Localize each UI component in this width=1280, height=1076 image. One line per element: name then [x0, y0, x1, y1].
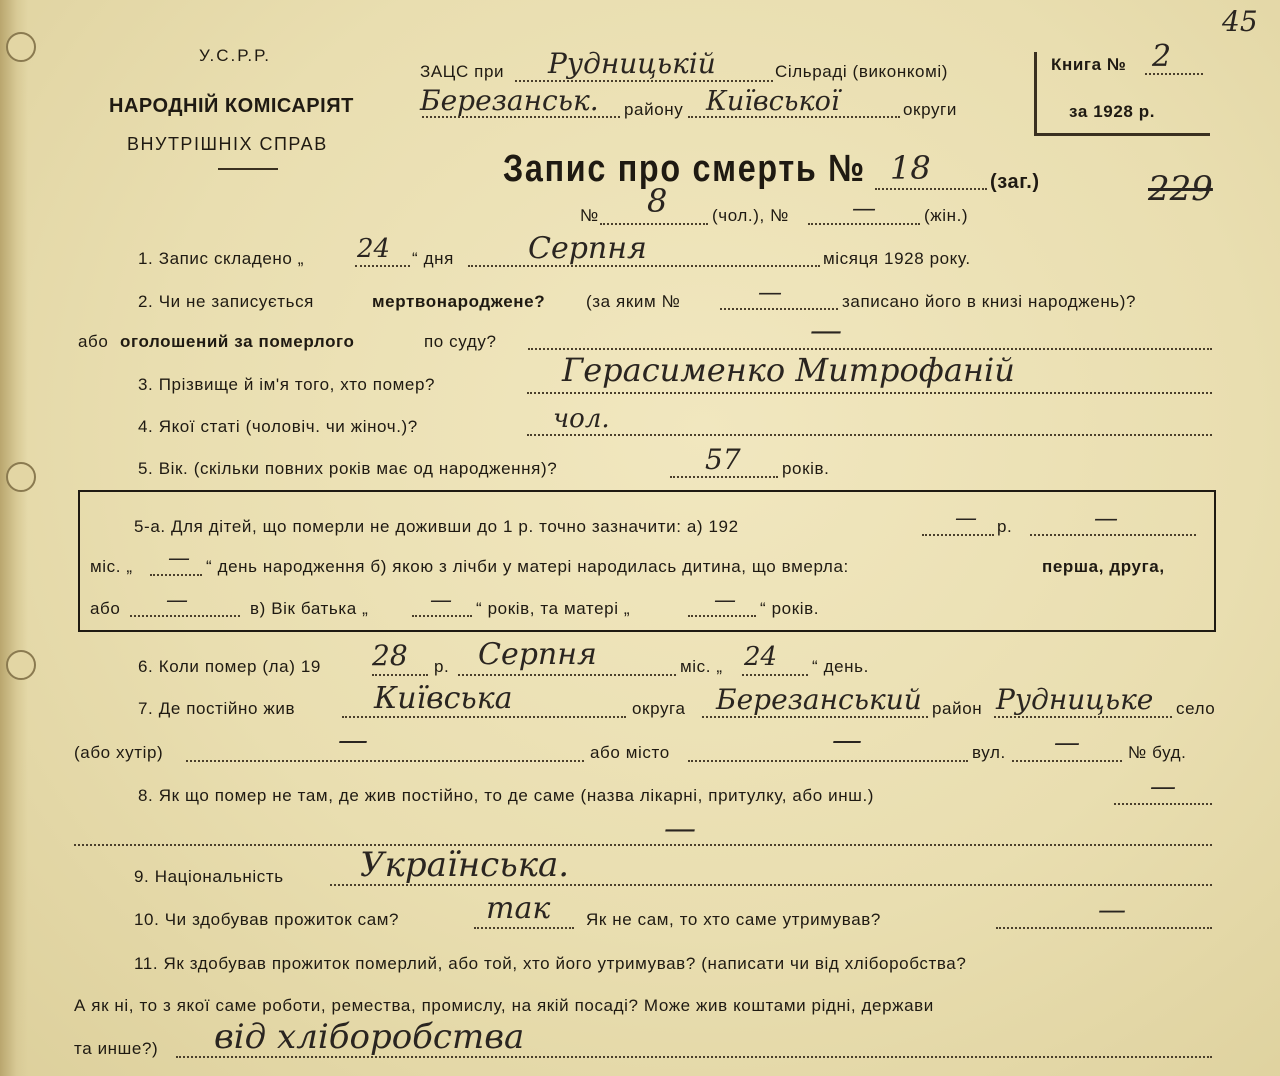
children-father-handwritten: — [430, 588, 452, 613]
male-number-handwritten: 8 [647, 182, 668, 220]
field-2-dash-handwritten: — [758, 278, 782, 306]
binder-hole [6, 462, 36, 492]
male-number-label: № [580, 206, 599, 225]
field-7b-label: (або хутір) [74, 743, 164, 762]
field-7-rayon-label: район [932, 699, 983, 718]
children-line1-dash-handwritten: — [1094, 504, 1118, 532]
field-7b-misto-handwritten: — [832, 723, 862, 758]
zags-label: ЗАЦС при [420, 62, 505, 81]
field-6-den: “ день. [812, 657, 869, 676]
divider [218, 168, 278, 170]
commissariat-subtitle: ВНУТРІШНІХ СПРАВ [127, 134, 328, 154]
field-6-mis: міс. „ [680, 657, 723, 676]
field-11-line-2: А як ні, то з якої саме роботи, ремества, промислу, на якій посаді? Може жив коштами рідні, держави [74, 996, 934, 1015]
binder-hole [6, 650, 36, 680]
field-3-value-handwritten: Герасименко Митрофаній [562, 351, 1015, 389]
record-number-suffix: (заг.) [990, 171, 1040, 193]
field-10-who-dotted-line [996, 927, 1212, 929]
field-6-month-handwritten: Серпня [478, 637, 597, 672]
field-6-day-dotted-line [742, 674, 808, 676]
field-7b-vul-dotted-line [1012, 760, 1122, 762]
field-8-label: 8. Як що помер не там, де жив постійно, то де саме (назва лікарні, притулку, або инш.) [138, 786, 875, 805]
book-label: Книга № [1051, 55, 1127, 74]
field-8b-dash-handwritten: — [664, 809, 696, 847]
field-7-okruha-dotted-line [342, 716, 626, 718]
field-2b-label-b: по суду? [424, 332, 497, 351]
female-label: (жін.) [924, 206, 969, 225]
children-line-1: 5-а. Для дітей, що померли не доживши до 1 р. точно зазначити: а) 192 [134, 517, 739, 536]
female-dotted-line [808, 223, 920, 225]
struck-number-handwritten: 229 [1148, 169, 1213, 209]
children-line-3c: “ років, та матері „ [476, 599, 631, 618]
field-6-day-handwritten: 24 [744, 642, 778, 672]
field-2-label-a: 2. Чи не записується [138, 292, 314, 311]
binder-hole [6, 32, 36, 62]
children-year-handwritten: — [955, 506, 977, 531]
field-3-label: 3. Прізвище й ім'я того, хто помер? [138, 375, 436, 394]
field-7-rayon-dotted-line [702, 716, 928, 718]
field-7-okruha-handwritten: Київська [374, 681, 513, 716]
field-10-dash-handwritten: — [1098, 893, 1126, 926]
okruha-handwritten: Київської [706, 86, 840, 117]
field-10-dotted-line [474, 927, 574, 929]
field-10-value-handwritten: так [486, 891, 551, 926]
field-8-dotted-line [1114, 803, 1212, 805]
female-number-handwritten: — [852, 194, 876, 222]
corner-number-handwritten: 45 [1222, 5, 1258, 38]
field-10-label: 10. Чи здобував прожиток сам? [134, 910, 400, 929]
field-2-label-b: (за яким № [586, 292, 681, 311]
field-7-selo-handwritten: Рудницьке [996, 683, 1154, 716]
council-label: Сільраді (виконкомі) [775, 62, 949, 81]
children-day-handwritten: — [168, 546, 190, 571]
field-7-selo-dotted-line [994, 716, 1172, 718]
field-11-line-3: та инше?) [74, 1039, 159, 1058]
commissariat-title: НАРОДНІЙ КОМІСАРІЯТ [109, 95, 354, 117]
field-4-label: 4. Якої статі (чоловіч. чи жіноч.)? [138, 417, 418, 436]
children-father-dotted-line [412, 615, 472, 617]
field-8b-dotted-line [74, 844, 1212, 846]
field-5-suffix: років. [782, 459, 830, 478]
children-or-dotted-line [130, 615, 240, 617]
republic-abbrev: У.С.Р.Р. [199, 46, 271, 65]
children-line-2b: “ день народження б) якою з лічби у матері народилась дитина, що вмерла: [206, 557, 849, 576]
field-1-mid: “ дня [412, 249, 454, 268]
field-6-year-handwritten: 28 [372, 639, 408, 672]
male-label: (чол.), № [712, 206, 789, 225]
field-7b-vul: вул. [972, 743, 1006, 762]
form-title: Запис про смерть № [503, 148, 866, 190]
district-label: району [624, 100, 684, 119]
children-line-2a: міс. „ [90, 557, 133, 576]
field-7b-vul-handwritten: — [1054, 728, 1080, 758]
field-1-day-handwritten: 24 [357, 234, 391, 264]
field-7-okruha-label: округа [632, 699, 686, 718]
field-2b-dash-handwritten: — [810, 311, 842, 349]
children-line1-dotted-line [1030, 534, 1196, 536]
village-handwritten: Рудницькій [548, 47, 716, 80]
field-7b-misto-dotted-line [688, 760, 968, 762]
book-year: за 1928 р. [1069, 102, 1156, 121]
children-line-3a: або [90, 599, 121, 618]
field-2-dotted-line [720, 308, 838, 310]
field-2b-dotted-line [528, 348, 1212, 350]
field-2-label-bold: мертвонароджене? [372, 292, 546, 311]
field-1-day-dotted-line [355, 265, 410, 267]
book-box-bottom-border [1034, 133, 1210, 136]
page-edge [0, 0, 28, 1076]
book-number-handwritten: 2 [1152, 39, 1172, 74]
field-2-label-c: записано його в книзі народжень)? [842, 292, 1137, 311]
field-5-dotted-line [670, 476, 778, 478]
field-7b-bud: № буд. [1128, 743, 1187, 762]
field-1-month-handwritten: Серпня [528, 231, 647, 266]
field-6-month-dotted-line [458, 674, 676, 676]
book-box-left-border [1034, 52, 1037, 136]
field-9-value-handwritten: Українська. [360, 845, 570, 885]
children-day-dotted-line [150, 574, 202, 576]
children-year-r: р. [997, 517, 1013, 536]
field-7-rayon-handwritten: Березанський [716, 683, 922, 716]
field-2b-label-bold: оголошений за померлого [120, 332, 355, 351]
village-dotted-line [515, 80, 773, 82]
field-4-dotted-line [527, 434, 1212, 436]
field-6-r: р. [434, 657, 450, 676]
record-number-dotted-line [875, 188, 987, 190]
okruha-label: округи [903, 100, 957, 119]
children-or-handwritten: — [166, 588, 188, 613]
field-11-value-handwritten: від хліборобства [214, 1017, 525, 1057]
record-number-handwritten: 18 [890, 149, 931, 187]
children-year-dotted-line [922, 534, 994, 536]
field-10-label-2: Як не сам, то хто саме утримував? [586, 910, 881, 929]
children-line-3b: в) Вік батька „ [250, 599, 369, 618]
field-5-value-handwritten: 57 [705, 443, 741, 476]
field-7b-khutir-handwritten: — [338, 723, 368, 758]
field-7b-khutir-dotted-line [186, 760, 584, 762]
children-mother-dotted-line [688, 615, 756, 617]
field-11-line-1: 11. Як здобував прожиток померлий, або той, хто його утримував? (написати чи від хліборобства? [134, 954, 967, 973]
field-6-year-dotted-line [372, 674, 428, 676]
field-2b-label-a: або [78, 332, 109, 351]
children-line-3d: “ років. [760, 599, 820, 618]
field-1-end: місяця 1928 року. [823, 249, 971, 268]
field-7-selo-label: село [1176, 699, 1216, 718]
field-6-label: 6. Коли помер (ла) 19 [138, 657, 321, 676]
district-handwritten: Березанськ. [420, 84, 599, 117]
children-line-2-bold: перша, друга, [1042, 557, 1165, 576]
children-mother-handwritten: — [714, 588, 736, 613]
field-3-dotted-line [527, 392, 1212, 394]
field-7b-misto: або місто [590, 743, 670, 762]
field-5-label: 5. Вік. (скільки повних років має од народження)? [138, 459, 558, 478]
field-1-label: 1. Запис складено „ [138, 249, 305, 268]
field-9-label: 9. Національність [134, 867, 284, 886]
male-dotted-line [600, 223, 708, 225]
field-8-dash-handwritten: — [1150, 772, 1176, 802]
field-4-value-handwritten: чол. [553, 404, 610, 434]
field-7-label: 7. Де постійно жив [138, 699, 296, 718]
